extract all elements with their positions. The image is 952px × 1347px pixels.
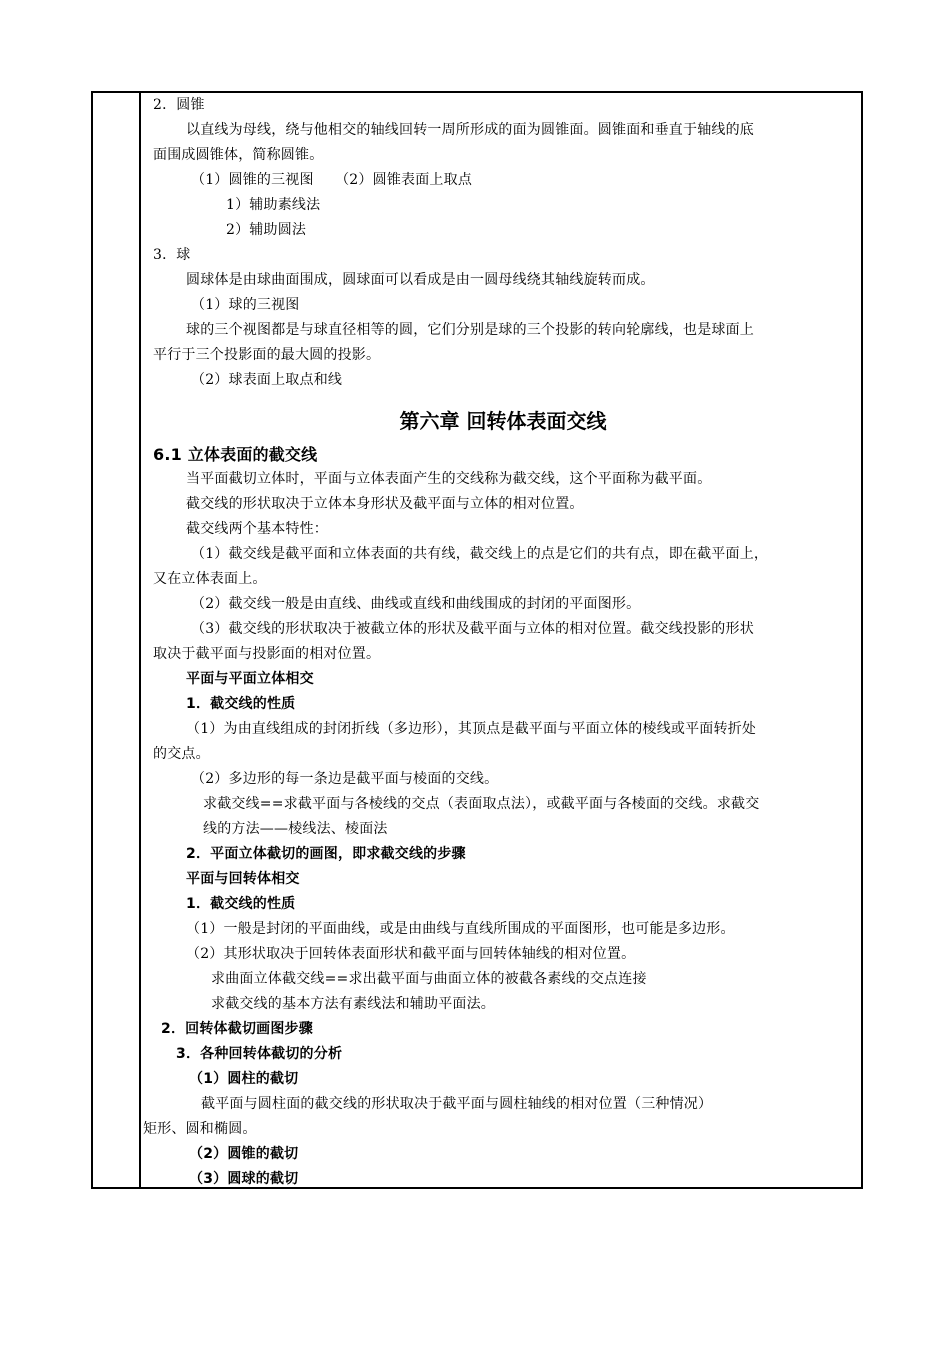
paragraph-line: 取决于截平面与投影面的相对位置。: [153, 646, 381, 662]
list-item: （1）一般是封闭的平面曲线，或是由曲线与直线所围成的平面图形，也可能是多边形。: [186, 921, 735, 937]
list-item: （2）其形状取决于回转体表面形状和截平面与回转体轴线的相对位置。: [186, 946, 636, 962]
paragraph-line: 面围成圆锥体，简称圆锥。: [153, 147, 324, 163]
list-item: （2）球表面上取点和线: [191, 372, 343, 388]
list-item: （1）截交线是截平面和立体表面的共有线，截交线上的点是它们的共有点，即在截平面上，: [191, 546, 769, 562]
list-item: 1）辅助素线法: [226, 197, 321, 213]
subheading: 1．截交线的性质: [186, 696, 296, 712]
text-cell: [143, 93, 861, 1187]
heading-sphere: 3．球: [153, 247, 191, 263]
paragraph-line: 的交点。: [153, 746, 210, 762]
subheading: （2）圆锥的截切: [189, 1146, 299, 1162]
list-item: （2）多边形的每一条边是截平面与棱面的交线。: [191, 771, 499, 787]
paragraph-line: 求曲面立体截交线==求出截平面与曲面立体的被截各素线的交点连接: [211, 971, 647, 987]
section-title: 6.1 立体表面的截交线: [153, 445, 318, 464]
content-table: [91, 91, 863, 1189]
subheading: （3）圆球的截切: [189, 1171, 299, 1187]
list-item: （2）截交线一般是由直线、曲线或直线和曲线围成的封闭的平面图形。: [191, 596, 641, 612]
list-item: （3）截交线的形状取决于被截立体的形状及截平面与立体的相对位置。截交线投影的形状: [191, 621, 754, 637]
paragraph-line: 截交线的形状取决于立体本身形状及截平面与立体的相对位置。: [186, 496, 584, 512]
paragraph-line: 求截交线的基本方法有素线法和辅助平面法。: [211, 996, 495, 1012]
paragraph-line: 球的三个视图都是与球直径相等的圆，它们分别是球的三个投影的转向轮廓线，也是球面上: [186, 322, 754, 338]
paragraph-line: 平行于三个投影面的最大圆的投影。: [153, 347, 381, 363]
paragraph-line: 圆球体是由球曲面围成，圆球面可以看成是由一圆母线绕其轴线旋转而成。: [186, 272, 655, 288]
subheading: 2．平面立体截切的画图，即求截交线的步骤: [186, 846, 466, 862]
paragraph-line: 线的方法——棱线法、棱面法: [203, 821, 388, 837]
paragraph-line: 求截交线==求截平面与各棱线的交点（表面取点法），或截平面与各棱面的交线。求截交: [203, 796, 760, 812]
list-item: （1）圆锥的三视图 （2）圆锥表面上取点: [191, 172, 473, 188]
subheading: 1．截交线的性质: [186, 896, 296, 912]
paragraph-line: 当平面截切立体时，平面与立体表面产生的交线称为截交线，这个平面称为截平面。: [186, 471, 712, 487]
list-item: （1）球的三视图: [191, 297, 300, 313]
subheading: 平面与平面立体相交: [186, 671, 314, 687]
paragraph-line: 截交线两个基本特性：: [186, 521, 328, 537]
paragraph-line: 以直线为母线，绕与他相交的轴线回转一周所形成的面为圆锥面。圆锥面和垂直于轴线的底: [186, 122, 754, 138]
subheading: 平面与回转体相交: [186, 871, 300, 887]
chapter-title: 第六章 回转体表面交线: [399, 409, 607, 433]
subheading: 3．各种回转体截切的分析: [176, 1046, 343, 1062]
subheading: （1）圆柱的截切: [189, 1071, 299, 1087]
list-item: （1）为由直线组成的封闭折线（多边形），其顶点是截平面与平面立体的棱线或平面转折处: [186, 721, 757, 737]
subheading: 2．回转体截切画图步骤: [161, 1021, 313, 1037]
heading-cone: 2．圆锥: [153, 97, 205, 113]
paragraph-line: 又在立体表面上。: [153, 571, 267, 587]
paragraph-line: 矩形、圆和椭圆。: [143, 1121, 257, 1137]
list-item: 2）辅助圆法: [226, 222, 307, 238]
left-margin-column: [93, 93, 141, 1187]
paragraph-line: 截平面与圆柱面的截交线的形状取决于截平面与圆柱轴线的相对位置（三种情况）: [201, 1096, 713, 1112]
